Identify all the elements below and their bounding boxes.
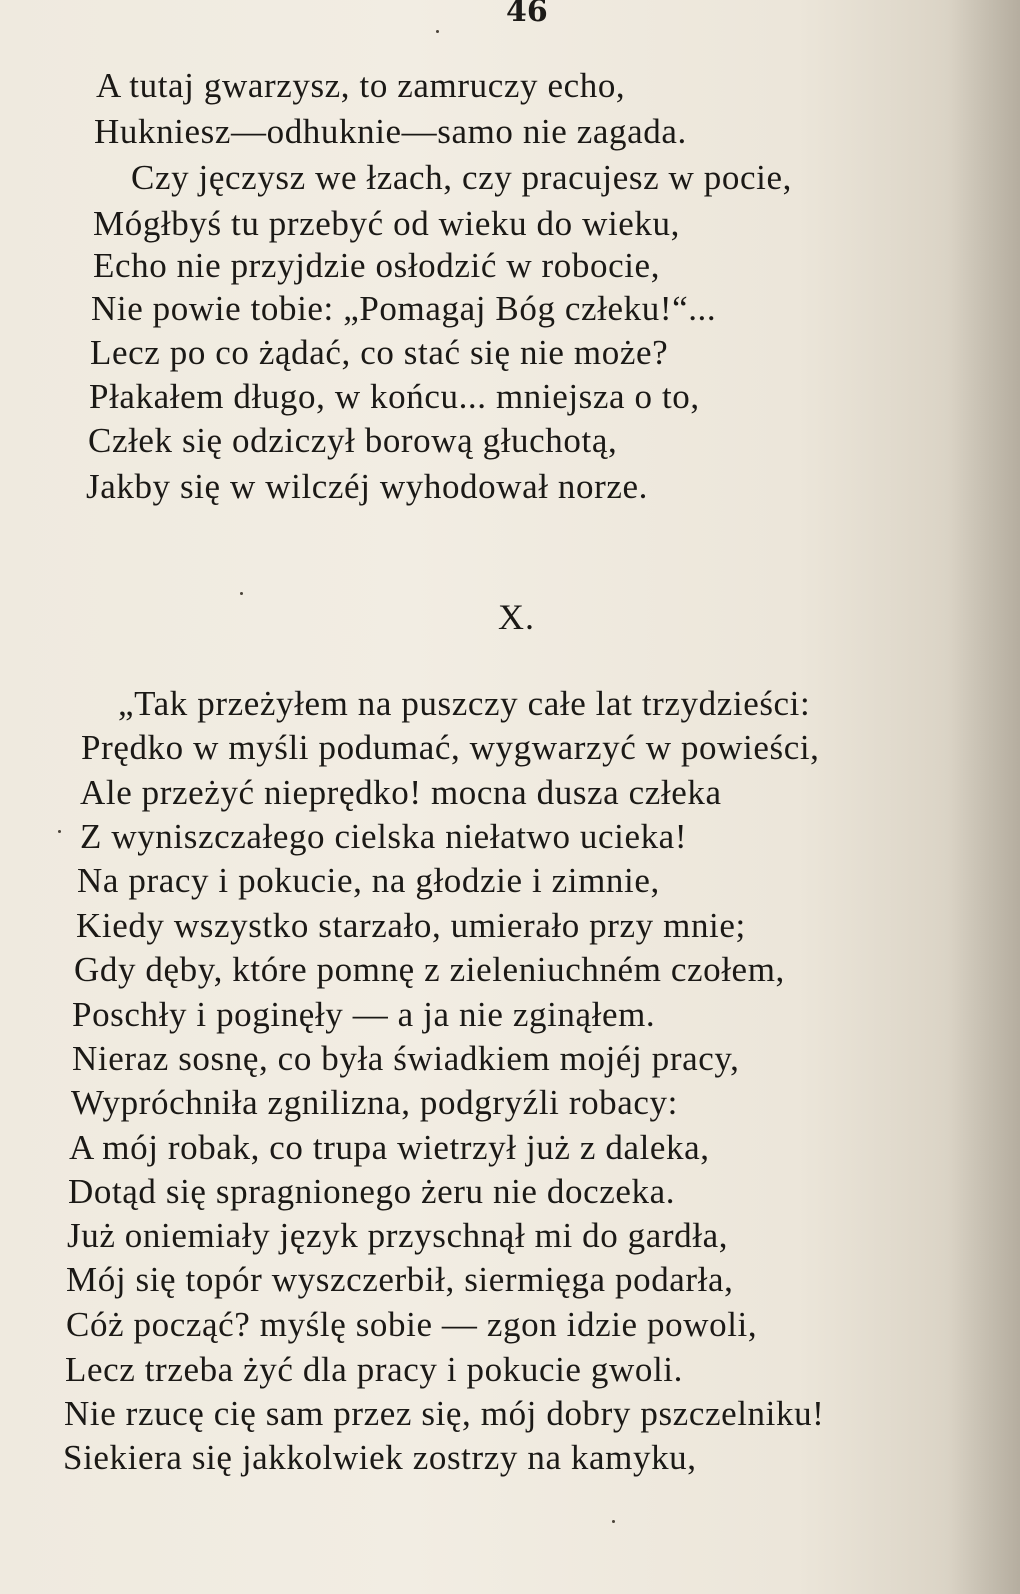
section-heading: X. (498, 597, 535, 637)
verse-line: Z wyniszczałego cielska niełatwo ucieka! (80, 817, 688, 856)
verse-line: Lecz trzeba żyć dla pracy i pokucie gwoli. (65, 1350, 683, 1389)
verse-line: Dotąd się spragnionego żeru nie doczeka. (68, 1172, 676, 1211)
verse-line: Ale przeżyć nieprędko! mocna dusza człeka (80, 773, 722, 812)
page-edge-shadow (950, 0, 1020, 1594)
verse-line: Mój się topór wyszczerbił, siermięga podarła, (66, 1260, 734, 1299)
verse-line: Kiedy wszystko starzało, umierało przy mnie; (76, 906, 746, 945)
verse-line: Nie powie tobie: „Pomagaj Bóg człeku!“... (91, 289, 717, 328)
verse-line: Nieraz sosnę, co była świadkiem mojéj pracy, (72, 1039, 740, 1078)
verse-line: Echo nie przyjdzie osłodzić w robocie, (93, 246, 661, 285)
verse-line: Jakby się w wilczéj wyhodował norze. (86, 467, 648, 506)
verse-line: Cóż począć? myślę sobie — zgon idzie powoli, (66, 1305, 758, 1344)
verse-line: Lecz po co żądać, co stać się nie może? (90, 333, 669, 372)
verse-line: A mój robak, co trupa wietrzył już z daleka, (69, 1128, 710, 1167)
paper-speck (58, 830, 61, 833)
verse-line: Wypróchniła zgnilizna, podgryźli robacy: (71, 1083, 678, 1122)
verse-line: Siekiera się jakkolwiek zostrzy na kamyku, (63, 1438, 697, 1477)
verse-line: Nie rzucę cię sam przez się, mój dobry pszczelniku! (64, 1394, 825, 1433)
verse-line: Płakałem długo, w końcu... mniejsza o to, (89, 377, 700, 416)
verse-line: Mógłbyś tu przebyć od wieku do wieku, (93, 204, 680, 243)
verse-line: Czy jęczysz we łzach, czy pracujesz w pocie, (131, 158, 792, 197)
paper-speck (436, 30, 439, 33)
verse-line: Już oniemiały język przyschnął mi do gardła, (67, 1216, 729, 1255)
paper-speck (240, 592, 243, 595)
verse-line: Poschły i poginęły — a ja nie zginąłem. (72, 995, 656, 1034)
verse-line: Gdy dęby, które pomnę z zieleniuchném czołem, (74, 950, 785, 989)
verse-line: A tutaj gwarzysz, to zamruczy echo, (96, 66, 626, 105)
paper-speck (612, 1520, 615, 1523)
verse-line: „Tak przeżyłem na puszczy całe lat trzydzieści: (118, 684, 811, 723)
verse-line: Hukniesz—odhuknie—samo nie zagada. (94, 112, 687, 151)
verse-line: Człek się odziczył borową głuchotą, (88, 421, 618, 460)
verse-line: Na pracy i pokucie, na głodzie i zimnie, (77, 861, 660, 900)
page-number: 46 (506, 0, 548, 29)
verse-line: Prędko w myśli podumać, wygwarzyć w powieści, (81, 728, 820, 767)
